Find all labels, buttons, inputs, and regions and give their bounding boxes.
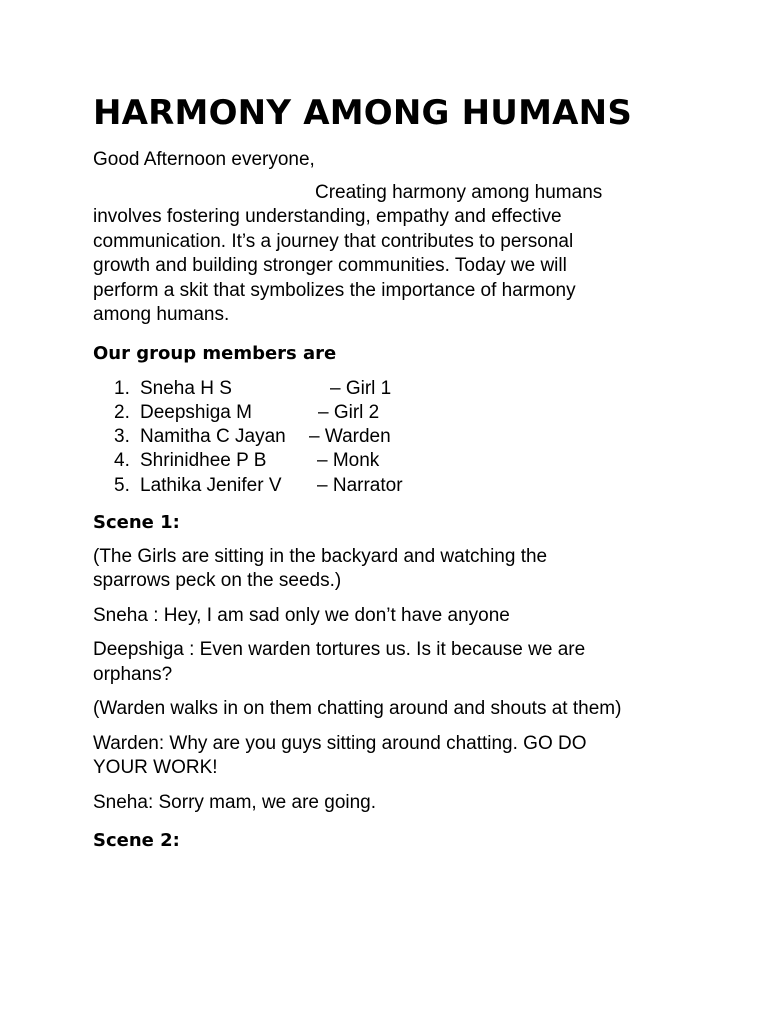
greeting: Good Afternoon everyone, — [93, 149, 315, 170]
dialogue-line — [93, 791, 693, 816]
line-text: (Warden walks in on them chatting around and shouts at them) — [93, 698, 622, 720]
member-item — [93, 449, 693, 473]
members-heading: Our group members are — [93, 342, 337, 364]
dialogue-line — [93, 604, 693, 629]
member-number: 2. — [114, 401, 130, 423]
member-item — [93, 401, 693, 425]
member-name: Namitha C Jayan — [140, 426, 286, 448]
member-name: Lathika Jenifer V — [140, 474, 282, 496]
line-text: YOUR WORK! — [93, 757, 218, 779]
document-title: HARMONY AMONG HUMANS — [93, 93, 633, 133]
member-number: 3. — [114, 426, 130, 448]
intro-line-1: Creating harmony among humans — [315, 181, 603, 203]
line-text: Deepshiga : Even warden tortures us. Is it because we are — [93, 639, 586, 661]
member-number: 5. — [114, 474, 130, 496]
member-role: – Girl 2 — [318, 401, 380, 423]
scene-1-heading: Scene 1: — [93, 511, 180, 533]
member-number: 1. — [114, 377, 130, 399]
member-role: – Monk — [317, 450, 380, 472]
member-item — [93, 474, 693, 498]
intro-line-4: growth and building stronger communities. Today we will — [93, 255, 567, 276]
scene-2-heading: Scene 2: — [93, 830, 180, 852]
intro-line-6: among humans. — [93, 304, 230, 325]
document-page — [93, 92, 693, 853]
member-name: Deepshiga M — [140, 401, 252, 423]
stage-direction — [93, 697, 693, 722]
line-text: Sneha : Hey, I am sad only we don’t have anyone — [93, 604, 510, 626]
member-role: – Warden — [309, 426, 391, 448]
line-text: sparrows peck on the seeds.) — [93, 570, 342, 592]
intro-paragraph — [93, 181, 693, 328]
intro-line-2: involves fostering understanding, empathy and effective — [93, 206, 562, 227]
members-list — [93, 377, 693, 498]
member-name: Shrinidhee P B — [140, 450, 267, 472]
line-text: (The Girls are sitting in the backyard and watching the — [93, 545, 548, 567]
intro-line-3: communication. It’s a journey that contributes to personal — [93, 230, 574, 252]
line-text: Warden: Why are you guys sitting around chatting. GO DO — [93, 732, 587, 754]
member-item — [93, 377, 693, 401]
member-role: – Narrator — [317, 474, 403, 496]
member-item — [93, 425, 693, 449]
dialogue-line — [93, 638, 693, 687]
member-role: – Girl 1 — [330, 377, 392, 399]
member-name: Sneha H S — [140, 377, 232, 399]
member-number: 4. — [114, 450, 130, 472]
line-text: orphans? — [93, 663, 173, 685]
line-text: Sneha: Sorry mam, we are going. — [93, 791, 377, 813]
intro-line-5: perform a skit that symbolizes the importance of harmony — [93, 279, 576, 301]
scene-1-stage-direction — [93, 545, 693, 594]
dialogue-line — [93, 732, 693, 781]
